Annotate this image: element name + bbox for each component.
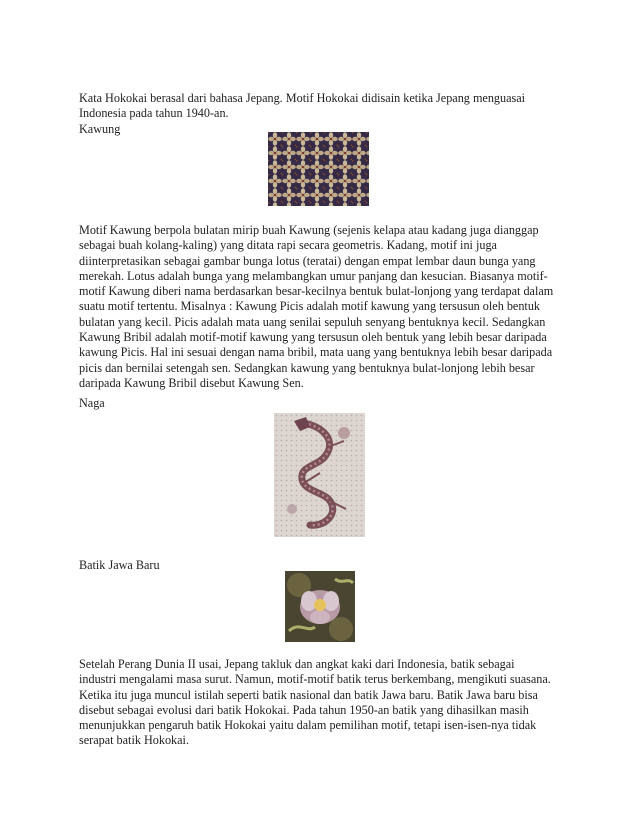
kawung-batik-image [268, 132, 369, 206]
text-line: sebagai buah kolang-kaling) yang ditata rapi secara geometris. Kadang, motif ini juga [79, 238, 497, 253]
text-line: kawung Picis. Hal ini sesuai dengan nama bribil, mata uang yang bentuknya lebih besar daripada [79, 345, 553, 360]
text-line: menunjukkan pengaruh batik Hokokai yaitu dalam pemilihan motif, tetapi isen-isen-nya tidak [79, 718, 537, 733]
text-line: merekah. Lotus adalah bunga yang melambangkan umur panjang dan kesucian. Biasanya motif- [79, 268, 548, 283]
text-line: suatu motif tertentu. Misalnya : Kawung Picis adalah motif kawung yang tersusun oleh bentuk [79, 299, 541, 314]
jawa-baru-heading: Batik Jawa Baru [79, 558, 160, 572]
text-line: diinterpretasikan sebagai gambar bunga lotus (teratai) dengan empat lembar daun bunga yang [79, 253, 536, 268]
text-line: Kawung Bribil adalah motif-motif kawung yang tersusun oleh bentuk yang lebih besar daripada [79, 330, 547, 345]
jawa-baru-paragraph [79, 657, 579, 749]
text-line: daripada Kawung Bribil disebut Kawung Sen. [79, 375, 304, 390]
text-line: industri mengalami masa surut. Namun, motif-motif batik terus berkembang, mengikuti suasana. [79, 672, 551, 687]
kawung-paragraph [79, 223, 579, 391]
intro-paragraph [79, 91, 579, 137]
text-line: motif Kawung diberi nama berdasarkan besar-kecilnya bentuk bulat-lonjong yang terdapat dalam [79, 284, 554, 299]
text-line: Ketika itu juga muncul istilah seperti batik nasional dan batik Jawa baru. Batik Jawa baru bisa [79, 687, 538, 702]
jawa-baru-batik-image [285, 571, 355, 642]
text-line: Motif Kawung berpola bulatan mirip buah Kawung (sejenis kelapa atau kadang juga dianggap [79, 223, 539, 237]
naga-heading: Naga [79, 396, 105, 410]
text-line: Kata Hokokai berasal dari bahasa Jepang. Motif Hokokai didisain ketika Jepang menguasai [79, 91, 526, 105]
text-line: serapat batik Hokokai. [79, 733, 189, 748]
kawung-heading: Kawung [79, 121, 121, 136]
naga-batik-image [274, 413, 365, 537]
text-line: Setelah Perang Dunia II usai, Jepang takluk dan angkat kaki dari Indonesia, batik sebagai [79, 657, 515, 671]
text-line: disebut sebagai evolusi dari batik Hokokai. Pada tahun 1950-an batik yang dihasilkan masih [79, 702, 529, 717]
text-line: bulatan yang kecil. Picis adalah mata uang senilai sepuluh senyang bentuknya kecil. Sedangkan [79, 314, 546, 329]
text-line: Indonesia pada tahun 1940-an. [79, 106, 229, 121]
text-line: picis dan bernilai setengah sen. Sedangkan kawung yang bentuknya bulat-lonjong lebih besar [79, 360, 535, 375]
naga-heading-block [79, 396, 579, 411]
